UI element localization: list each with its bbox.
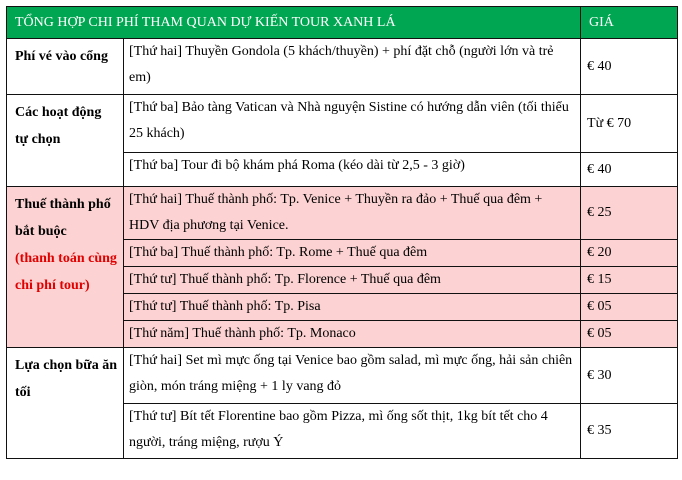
row-description: [Thứ tư] Thuế thành phố: Tp. Florence + Thuế qua đêm (124, 267, 581, 294)
price-header: GIÁ (581, 7, 678, 39)
row-price: € 20 (581, 240, 678, 267)
row-price: € 40 (581, 153, 678, 187)
table-row (7, 95, 678, 153)
category-dinner-options: Lựa chọn bữa ăn tối (7, 348, 124, 459)
category-city-tax (7, 187, 124, 348)
tour-cost-table (6, 6, 678, 459)
category-optional-activities: Các hoạt động tự chọn (7, 95, 124, 187)
row-description: [Thứ tư] Bít tết Florentine bao gồm Pizza, mì ống sốt thịt, 1kg bít tết cho 4 người, tráng miệng, rượu Ý (124, 404, 581, 459)
city-tax-note: (thanh toán cùng chi phí tour) (15, 251, 117, 293)
row-description: [Thứ ba] Tour đi bộ khám phá Roma (kéo dài từ 2,5 - 3 giờ) (124, 153, 581, 187)
row-price: Từ € 70 (581, 95, 678, 153)
row-price: € 25 (581, 187, 678, 240)
row-description: [Thứ ba] Thuế thành phố: Tp. Rome + Thuế qua đêm (124, 240, 581, 267)
row-price: € 15 (581, 267, 678, 294)
table-row (7, 39, 678, 95)
row-description: [Thứ ba] Bảo tàng Vatican và Nhà nguyện Sistine có hướng dẫn viên (tối thiểu 25 khách) (124, 95, 581, 153)
table-row (7, 348, 678, 404)
row-price: € 30 (581, 348, 678, 404)
row-price: € 05 (581, 294, 678, 321)
city-tax-label: Thuế thành phố bắt buộc (15, 197, 111, 239)
table-title: TỔNG HỢP CHI PHÍ THAM QUAN DỰ KIẾN TOUR XANH LÁ (7, 7, 581, 39)
row-description: [Thứ hai] Set mì mực ống tại Venice bao gồm salad, mì mực ống, hải sản chiên giòn, món tráng miệng + 1 ly vang đỏ (124, 348, 581, 404)
table-row (7, 187, 678, 240)
category-entry-fee: Phí vé vào cổng (7, 39, 124, 95)
row-description: [Thứ năm] Thuế thành phố: Tp. Monaco (124, 321, 581, 348)
row-price: € 05 (581, 321, 678, 348)
row-price: € 35 (581, 404, 678, 459)
header-row (7, 7, 678, 39)
row-description: [Thứ tư] Thuế thành phố: Tp. Pisa (124, 294, 581, 321)
row-description: [Thứ hai] Thuế thành phố: Tp. Venice + Thuyền ra đảo + Thuế qua đêm + HDV địa phương tại Venice. (124, 187, 581, 240)
row-price: € 40 (581, 39, 678, 95)
row-description: [Thứ hai] Thuyền Gondola (5 khách/thuyền) + phí đặt chỗ (người lớn và trẻ em) (124, 39, 581, 95)
